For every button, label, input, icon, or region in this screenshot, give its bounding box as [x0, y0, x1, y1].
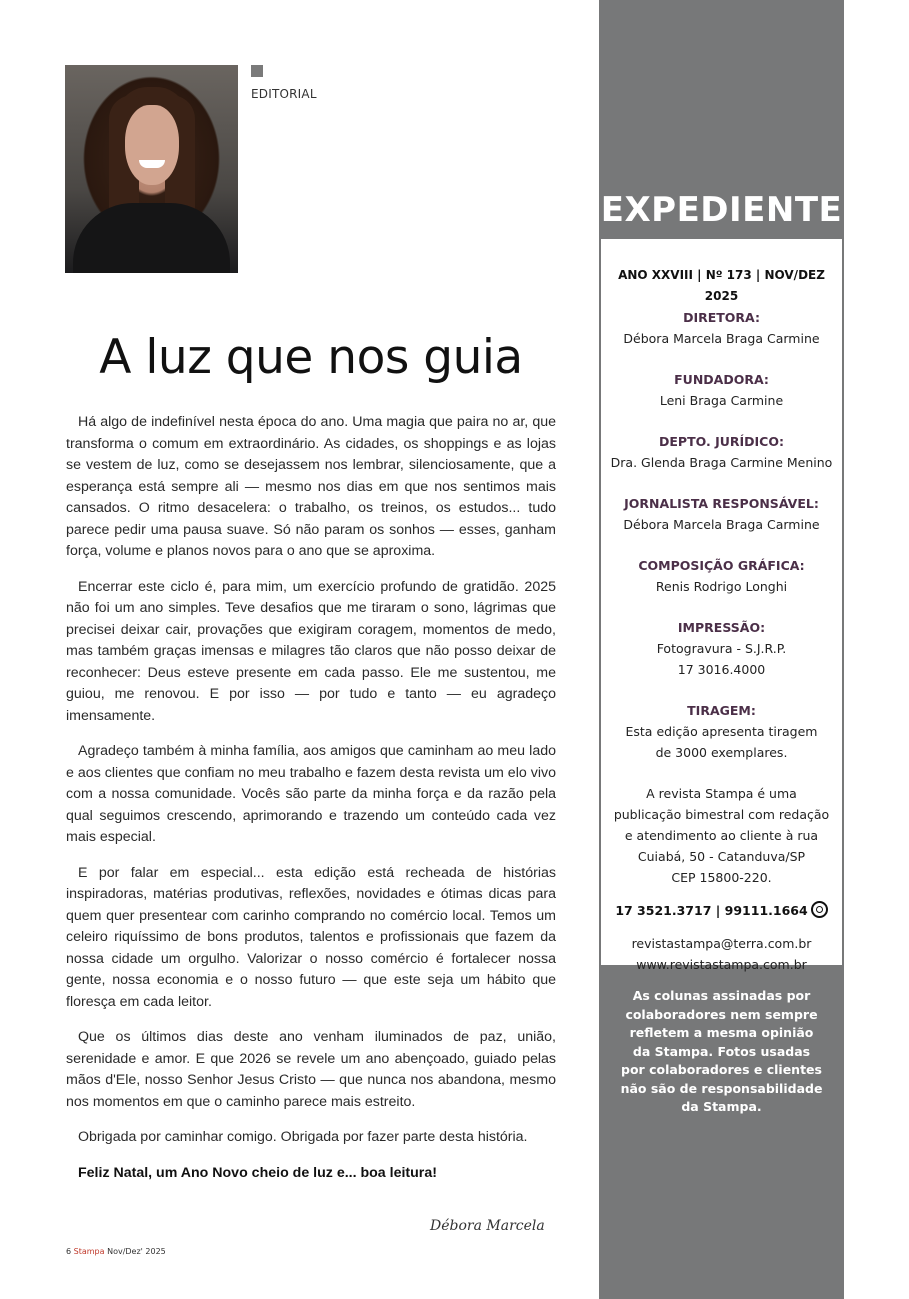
jornalista-name: Débora Marcela Braga Carmine — [623, 517, 820, 532]
expediente-box — [601, 239, 842, 972]
article-paragraph: Há algo de indefinível nesta época do ano. Uma magia que paira no ar, que transforma o comum em extraordinário. As cidades, os shoppings e as lojas se vestem de luz, como se desejassem nos lembrar, silenciosamente, que a esperança está sempre ali — mesmo nos dias em que nos sentimos mais cansados. O ritmo desacelera: o trabalho, os treinos, os estudos... tudo parece pedir uma pausa suave. Só não param os sonhos — esses, ganham força, volume e planos novos para o ano que se aproxima. — [66, 414, 556, 559]
fundadora-label: FUNDADORA: — [674, 372, 769, 387]
about-line: A revista Stampa é uma — [646, 786, 797, 801]
contact-email[interactable]: revistastampa@terra.com.br — [631, 936, 812, 951]
article-body — [66, 412, 556, 1198]
tiragem-label: TIRAGEM: — [687, 703, 756, 718]
jornalista-label: JORNALISTA RESPONSÁVEL: — [624, 496, 819, 511]
juridico-label: DEPTO. JURÍDICO: — [659, 434, 784, 449]
author-signature: Débora Marcela — [430, 1218, 545, 1234]
impressao-label: IMPRESSÃO: — [677, 620, 766, 635]
section-marker-icon — [251, 65, 263, 77]
about-line: e atendimento ao cliente à rua — [624, 828, 819, 843]
footer-brand: Stampa — [73, 1247, 105, 1256]
page-number: 6 — [66, 1247, 72, 1256]
photo-face — [125, 105, 179, 185]
section-label: EDITORIAL — [251, 87, 317, 101]
article-closing: Feliz Natal, um Ano Novo cheio de luz e... boa leitura! — [78, 1164, 437, 1181]
disclaimer-text: As colunas assinadas por colaboradores nem sempre refletem a mesma opinião da Stampa. Fotos usadas por colaboradores e clientes não são de responsabilidade da Stampa. — [620, 988, 823, 1114]
contact-website[interactable]: www.revistastampa.com.br — [636, 957, 807, 972]
author-photo — [65, 65, 238, 273]
tiragem-line: Esta edição apresenta tiragem — [625, 724, 818, 739]
page-footer — [66, 1247, 166, 1256]
article-paragraph: E por falar em especial... esta edição está recheada de histórias inspiradoras, matérias produtivas, reflexões, novidades e ótimas dicas para quem quer presentear com carinho comprando no comércio local. Temos um celeiro riquíssimo de bons produtos, talentos e profissionais que fazem da nossa cidade um orgulho. Valorizar o nosso comércio é fortalecer nossa gente, nossa economia e o nosso futuro — que este seja um hábito que floresça em cada leitor. — [66, 864, 556, 1010]
expediente-sidebar — [599, 0, 844, 1299]
article-title: A luz que nos guia — [99, 330, 523, 385]
footer-issue: Nov/Dez' 2025 — [107, 1247, 166, 1256]
phone-numbers: 17 3521.3717 | 99111.1664 — [615, 903, 808, 918]
fundadora-name: Leni Braga Carmine — [659, 393, 784, 408]
photo-smile — [139, 160, 165, 168]
about-line: CEP 15800-220. — [671, 870, 772, 885]
composicao-label: COMPOSIÇÃO GRÁFICA: — [638, 558, 805, 573]
article-paragraph: Encerrar este ciclo é, para mim, um exercício profundo de gratidão. 2025 não foi um ano simples. Teve desafios que me tiraram o sono, lágrimas que precisei deixar cair, provações que exigiram coragem, momentos de medo, mas também graças imensas e milagres tão claros que não posso deixar de reconhecer: Deus esteve presente em cada passo. Ele me sustentou, me guiou, me renovou. E por isso — por tudo e tanto — eu agradeço imensamente. — [66, 578, 556, 724]
article-paragraph: Que os últimos dias deste ano venham iluminados de paz, união, serenidade e amor. E que 2026 se revele um ano abençoado, guiado pelas mãos d'Ele, nosso Senhor Jesus Cristo — que nunca nos abandona, mesmo nos momentos em que o caminho parece mais estreito. — [66, 1029, 556, 1110]
diretora-name: Débora Marcela Braga Carmine — [623, 331, 820, 346]
about-line: publicação bimestral com redação — [613, 807, 830, 822]
about-line: Cuiabá, 50 - Catanduva/SP — [637, 849, 806, 864]
contact-phones — [601, 900, 842, 921]
photo-shirt — [73, 203, 230, 273]
whatsapp-icon — [811, 901, 828, 918]
tiragem-line: de 3000 exemplares. — [655, 745, 788, 760]
article-paragraph: Agradeço também à minha família, aos amigos que caminham ao meu lado e aos clientes que confiam no meu trabalho e fazem desta revista um elo vivo com a nossa comunidade. Vocês são parte da minha força e da razão pela qual seguimos crescendo, aprimorando e trazendo um conteúdo cada vez mais especial. — [66, 743, 556, 845]
diretora-label: DIRETORA: — [683, 310, 760, 325]
juridico-name: Dra. Glenda Braga Carmine Menino — [610, 455, 833, 470]
impressao-phone: 17 3016.4000 — [677, 662, 766, 677]
expediente-title: EXPEDIENTE — [600, 190, 843, 230]
article-paragraph: Obrigada por caminhar comigo. Obrigada por fazer parte desta história. — [78, 1129, 528, 1145]
composicao-name: Renis Rodrigo Longhi — [655, 579, 788, 594]
issue-info: ANO XXVIII | Nº 173 | NOV/DEZ 2025 — [618, 268, 825, 303]
impressao-company: Fotogravura - S.J.R.P. — [656, 641, 787, 656]
